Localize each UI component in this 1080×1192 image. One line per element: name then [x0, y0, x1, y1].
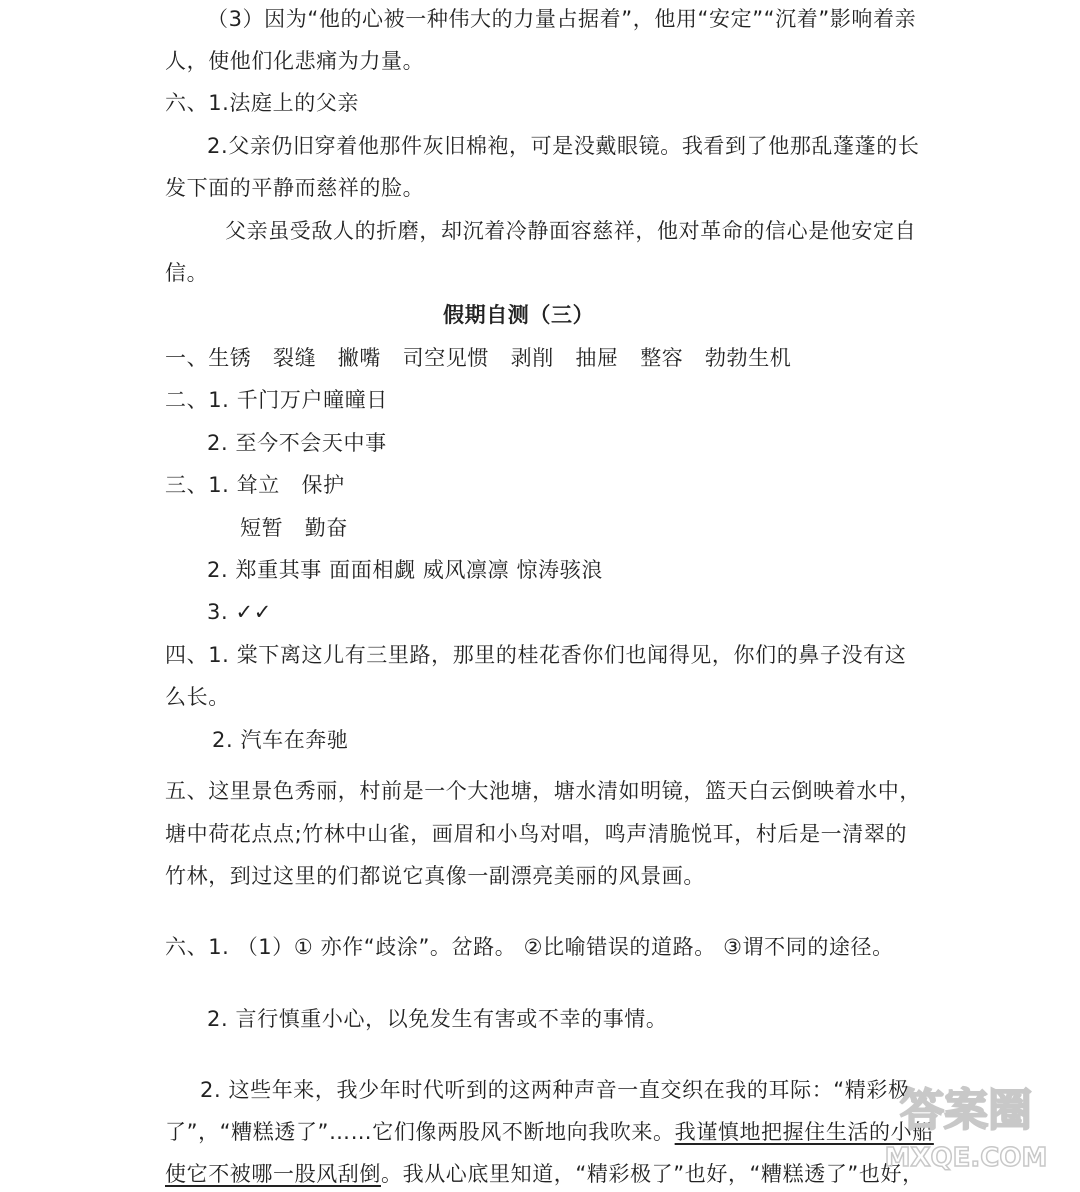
answer-line: 塘中荷花点点;竹林中山雀，画眉和小鸟对唱，鸣声清脆悦耳，村后是一清翠的	[165, 822, 908, 846]
answer-line: 2.父亲仍旧穿着他那件灰旧棉袍，可是没戴眼镜。我看到了他那乱蓬蓬的长	[207, 134, 920, 158]
answer-line: 四、1. 棠下离这儿有三里路，那里的桂花香你们也闻得见，你们的鼻子没有这	[165, 643, 907, 667]
answer-line: 二、1. 千门万户曈曈日	[165, 388, 388, 412]
answer-line: 短暂 勤奋	[240, 516, 348, 540]
answer-line: 人，使他们化悲痛为力量。	[165, 49, 425, 73]
answer-line: 2. 这些年来，我少年时代听到的这两种声音一直交织在我的耳际：“精彩极	[200, 1078, 910, 1102]
answer-line: 竹林，到过这里的们都说它真像一副漂亮美丽的风景画。	[165, 864, 705, 888]
answer-line: 2. 至今不会天中事	[207, 431, 387, 455]
underlined-text: 我谨慎地把握住生活的小船	[674, 1120, 934, 1144]
answer-line: 3. ✓✓	[207, 600, 272, 624]
answer-line: 一、生锈 裂缝 撇嘴 司空见惯 剥削 抽屉 整容 勃勃生机	[165, 346, 792, 370]
answer-line: 六、1.法庭上的父亲	[165, 91, 360, 115]
answer-line	[165, 1117, 934, 1147]
answer-line: 信。	[165, 261, 209, 285]
answer-line: 发下面的平静而慈祥的脸。	[165, 176, 425, 200]
watermark-text: 答案圈	[900, 1085, 1032, 1136]
answer-line: 2. 汽车在奔驰	[212, 728, 349, 752]
answer-line: （3）因为“他的心被一种伟大的力量占据着”，他用“安定”“沉着”影响着亲	[207, 7, 917, 31]
answer-line: 六、1. （1）① 亦作“歧涂”。岔路。 ②比喻错误的道路。 ③谓不同的途径。	[165, 935, 894, 959]
answer-line: 五、这里景色秀丽，村前是一个大池塘，塘水清如明镜，篮天白云倒映着水中，	[165, 779, 921, 803]
answer-line	[165, 1159, 924, 1189]
answer-line: 2. 郑重其事 面面相觑 威风凛凛 惊涛骇浪	[207, 558, 603, 582]
answer-line: 2. 言行慎重小心，以免发生有害或不幸的事情。	[207, 1007, 668, 1031]
line-text: 。我从心底里知道，“精彩极了”也好，“糟糕透了”也好，	[381, 1162, 924, 1186]
underlined-text: 使它不被哪一股风刮倒	[165, 1162, 381, 1186]
answer-line: 三、1. 耸立 保护	[165, 473, 345, 497]
section-title: 假期自测（三）	[443, 303, 595, 327]
answer-line: 么长。	[165, 685, 230, 709]
watermark-url: MXQE.COM	[884, 1143, 1048, 1173]
answer-line: 父亲虽受敌人的折磨，却沉着冷静面容慈祥，他对革命的信心是他安定自	[225, 219, 917, 243]
line-text: 了”，“糟糕透了”……它们像两股风不断地向我吹来。	[165, 1120, 675, 1144]
